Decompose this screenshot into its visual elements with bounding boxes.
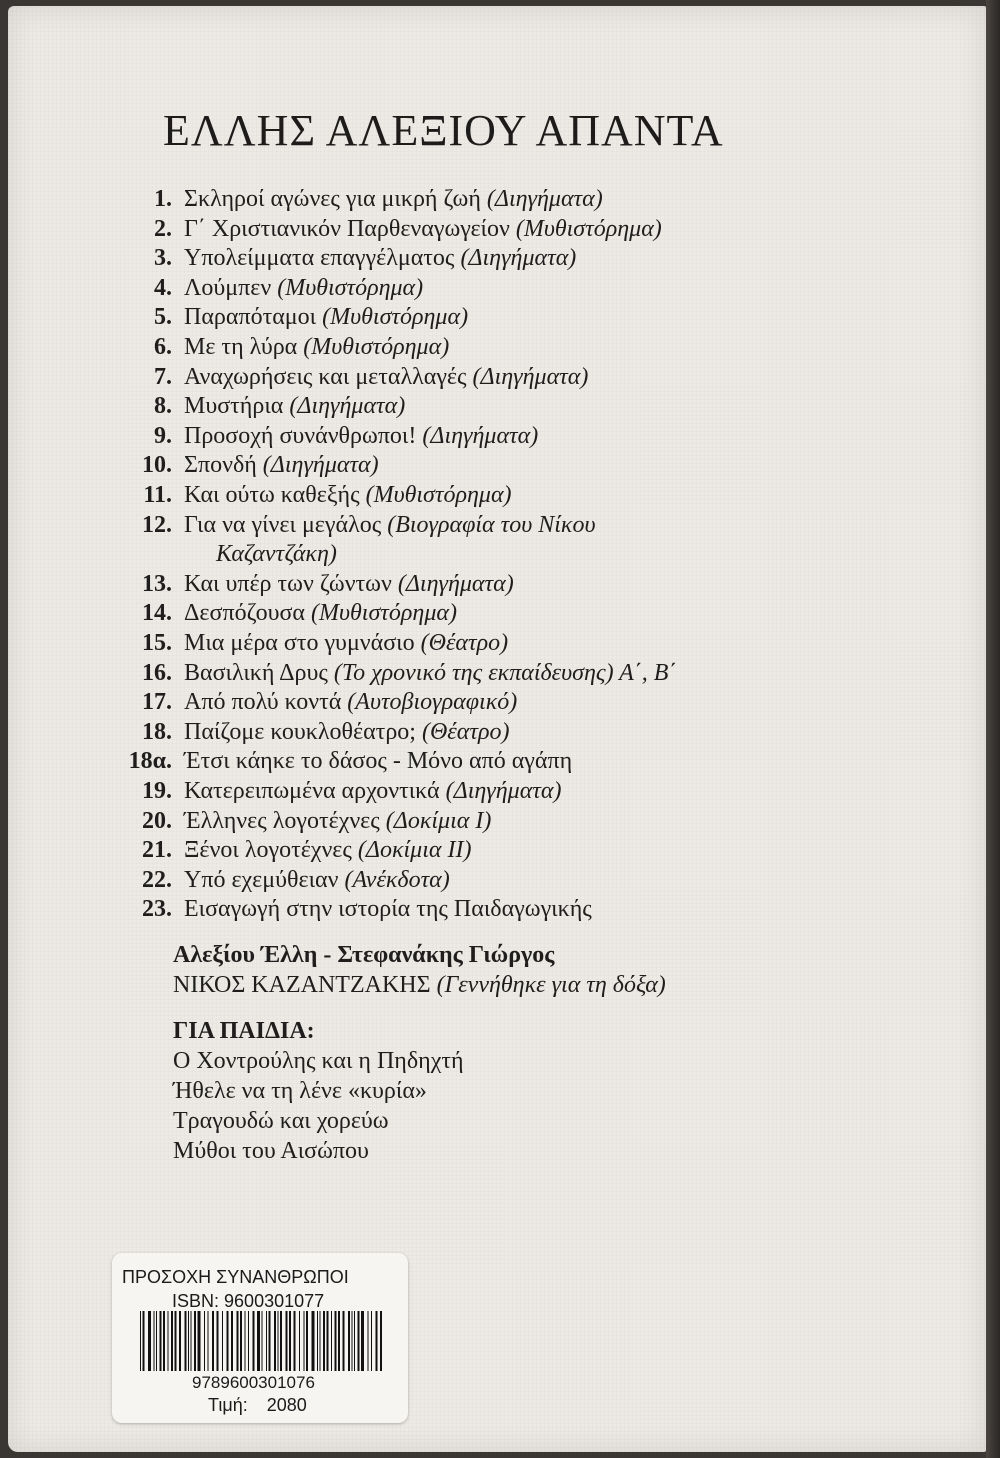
barcode-bar: [371, 1311, 372, 1371]
barcode-bar: [269, 1311, 271, 1371]
work-number: 18α.: [128, 748, 172, 775]
work-genre: (Διηγήματα): [445, 778, 562, 804]
barcode-bar: [266, 1311, 267, 1371]
price-line: [208, 1395, 307, 1416]
barcode-bar: [348, 1311, 350, 1371]
work-item: [128, 865, 450, 895]
work-item: [128, 746, 572, 776]
barcode-bar: [160, 1311, 162, 1371]
work-number: 13.: [142, 570, 172, 597]
isbn-line: [172, 1291, 324, 1312]
barcode-bar: [240, 1311, 242, 1371]
barcode-bar: [327, 1311, 329, 1371]
barcode-bar: [323, 1311, 325, 1371]
work-genre: (Το χρονικό της εκπαίδευσης) Α΄, Β΄: [333, 659, 677, 686]
work-title: Δεσπόζουσα: [184, 600, 306, 627]
price-sticker: [112, 1253, 408, 1423]
barcode-bar: [331, 1311, 332, 1371]
work-item: [128, 687, 517, 717]
work-genre: (Ανέκδοτα): [344, 866, 450, 893]
work-number: 7.: [154, 363, 172, 390]
barcode-bar: [217, 1311, 219, 1371]
work-title: Και υπέρ των ζώντων: [184, 570, 392, 597]
barcode-bar: [140, 1311, 141, 1371]
work-genre: (Δοκίμια Ι): [385, 807, 492, 834]
work-number: 15.: [142, 630, 172, 656]
barcode-bar: [227, 1311, 229, 1371]
work-title: Υπολείμματα επαγγέλματος: [184, 245, 455, 272]
work-genre: (Θέατρο): [421, 718, 510, 745]
work-genre: (Θέατρο): [420, 630, 509, 656]
work-item: [128, 776, 561, 806]
work-title: Με τη λύρα: [184, 334, 298, 360]
barcode-bar: [188, 1311, 189, 1371]
work-genre: (Αυτοβιογραφικό): [347, 689, 518, 716]
barcode-bar: [286, 1311, 288, 1371]
children-heading: ΓΙΑ ΠΑΙΔΙΑ:: [173, 1018, 315, 1044]
barcode-bar: [156, 1311, 157, 1371]
work-number: 16.: [142, 659, 172, 686]
barcode-bar: [289, 1311, 291, 1371]
work-item: [128, 362, 588, 392]
barcode-bar: [204, 1311, 205, 1371]
isbn-value: 9600301077: [224, 1291, 325, 1311]
work-item: [128, 658, 676, 688]
work-title: Υπό εχεμύθειαν: [184, 866, 339, 893]
work-item: [128, 569, 514, 599]
work-number: 4.: [154, 274, 172, 301]
barcode-bar: [304, 1311, 305, 1371]
barcode-bar: [222, 1311, 223, 1371]
barcode-bar: [299, 1311, 300, 1371]
work-genre-continued: Καζαντζάκη): [216, 541, 337, 568]
work-number: 23.: [142, 896, 172, 923]
barcode-bar: [354, 1311, 355, 1371]
work-item: [128, 184, 603, 214]
work-item: [128, 480, 512, 510]
barcode-bar: [245, 1311, 246, 1371]
work-number: 12.: [142, 511, 172, 538]
work-number: 19.: [142, 778, 172, 804]
work-title: Κατερειπωμένα αρχοντικά: [184, 778, 440, 804]
coauthored-work-genre: (Γεννήθηκε για τη δόξα): [436, 972, 666, 998]
work-title: Παίζομε κουκλοθέατρο;: [184, 718, 416, 745]
barcode-bar: [358, 1311, 360, 1371]
work-number: 5.: [154, 304, 172, 331]
work-title: Έλληνες λογοτέχνες: [184, 807, 380, 834]
barcode-bar: [212, 1311, 214, 1371]
barcode-bar: [231, 1311, 233, 1371]
barcode-bar: [198, 1311, 201, 1371]
children-work: Μύθοι του Αισώπου: [173, 1138, 369, 1164]
barcode-bar: [163, 1311, 165, 1371]
work-number: 3.: [154, 245, 172, 272]
children-work: Ο Χοντρούλης και η Πηδηχτή: [173, 1048, 464, 1074]
work-genre: (Διηγήματα): [289, 393, 406, 420]
barcode-bar: [237, 1311, 239, 1371]
work-title: Παραπόταμοι: [184, 304, 317, 331]
work-title: Βασιλική Δρυς: [184, 659, 328, 686]
work-item: [128, 332, 449, 362]
isbn-label: ISBN:: [172, 1291, 220, 1311]
coauthored-work-title: ΝΙΚΟΣ ΚΑΖΑΝΤΖΑΚΗΣ: [173, 972, 431, 998]
barcode-bar: [294, 1311, 296, 1371]
coauthors-line: Αλεξίου Έλλη - Στεφανάκης Γιώργος: [173, 942, 555, 968]
work-item: [128, 302, 468, 332]
barcode-bar: [185, 1311, 187, 1371]
barcode-bar: [320, 1311, 321, 1371]
work-number: 18.: [142, 718, 172, 745]
work-item: [128, 510, 595, 540]
work-genre: (Διηγήματα): [472, 363, 589, 390]
work-item: [128, 598, 457, 628]
work-number: 6.: [154, 334, 172, 360]
barcode-bar: [306, 1311, 308, 1371]
work-genre: (Διηγήματα): [397, 570, 514, 597]
work-number: 10.: [142, 452, 172, 479]
work-genre: (Διηγήματα): [422, 422, 539, 449]
barcode-bar: [154, 1311, 155, 1371]
work-number: 9.: [154, 422, 172, 449]
work-genre: (Μυθιστόρημα): [322, 304, 469, 331]
work-genre: (Μυθιστόρημα): [515, 215, 662, 242]
work-title: Λούμπεν: [184, 274, 272, 301]
work-item: [128, 894, 592, 924]
barcode-bar: [248, 1311, 249, 1371]
coauthored-work: [173, 972, 666, 999]
work-genre: (Βιογραφία του Νίκου: [387, 511, 596, 538]
barcode-bar: [352, 1311, 353, 1371]
work-number: 8.: [154, 393, 172, 420]
barcode-bar: [376, 1311, 378, 1371]
work-genre: (Διηγήματα): [486, 186, 603, 212]
barcode-bar: [368, 1311, 369, 1371]
work-item: [128, 717, 509, 747]
barcode-bar: [168, 1311, 169, 1371]
work-item: [128, 806, 491, 836]
work-genre: (Διηγήματα): [262, 452, 379, 479]
children-work: Ήθελε να τη λένε «κυρία»: [173, 1078, 427, 1104]
price-label: Τιμή:: [208, 1395, 248, 1415]
work-genre: (Μυθιστόρημα): [277, 274, 424, 301]
work-title: Και ούτω καθεξής: [184, 482, 360, 508]
work-title: Αναχωρήσεις και μεταλλαγές: [184, 363, 467, 390]
barcode-bar: [343, 1311, 345, 1371]
barcode-bar: [148, 1311, 151, 1371]
barcode-bar: [175, 1311, 177, 1371]
work-item: [128, 391, 405, 421]
work-title: Σπονδή: [184, 452, 257, 479]
work-number: 21.: [142, 837, 172, 864]
barcode-bar: [280, 1311, 282, 1371]
work-item: [128, 421, 538, 451]
work-number: 22.: [142, 866, 172, 893]
barcode-bar: [253, 1311, 255, 1371]
barcode-bar: [208, 1311, 209, 1371]
work-genre: (Μυθιστόρημα): [303, 334, 450, 360]
work-genre: (Δοκίμια ΙΙ): [357, 837, 472, 864]
barcode-bar: [171, 1311, 173, 1371]
series-title: ΕΛΛΗΣ ΑΛΕΞΙΟΥ ΑΠΑΝΤΑ: [163, 106, 724, 155]
work-title: Προσοχή συνάνθρωποι!: [184, 422, 417, 449]
work-number: 14.: [142, 600, 172, 627]
work-title: Έτσι κάηκε το δάσος - Μόνο από αγάπη: [184, 748, 573, 775]
work-genre: (Διηγήματα): [460, 245, 577, 272]
price-value: 2080: [266, 1395, 307, 1415]
work-number: 11.: [143, 482, 172, 508]
barcode-bar: [335, 1311, 337, 1371]
barcode-bar: [312, 1311, 315, 1371]
barcode-bar: [143, 1311, 145, 1371]
work-item: [128, 243, 576, 273]
barcode-bar: [338, 1311, 340, 1371]
work-number: 1.: [154, 186, 172, 212]
work-number: 2.: [154, 215, 172, 242]
work-title: Μυστήρια: [184, 393, 284, 420]
work-title: Σκληροί αγώνες για μικρή ζωή: [184, 186, 481, 212]
barcode-bar: [274, 1311, 276, 1371]
work-title: Για να γίνει μεγάλος: [184, 511, 382, 538]
work-number: 20.: [142, 807, 172, 834]
barcode-bar: [191, 1311, 192, 1371]
work-title: Εισαγωγή στην ιστορία της Παιδαγωγικής: [184, 896, 592, 923]
barcode-bar: [361, 1311, 364, 1371]
work-item: [128, 835, 471, 865]
barcode-bar: [179, 1311, 181, 1371]
work-genre: (Μυθιστόρημα): [311, 600, 457, 627]
barcode-bar: [262, 1311, 263, 1371]
work-title: Γ΄ Χριστιανικόν Παρθεναγωγείον: [184, 215, 510, 242]
work-title: Ξένοι λογοτέχνες: [184, 837, 352, 864]
barcode-bar: [194, 1311, 196, 1371]
work-title: Από πολύ κοντά: [184, 689, 342, 716]
work-title: Μια μέρα στο γυμνάσιο: [184, 630, 415, 656]
work-item: [128, 273, 423, 303]
sticker-title: ΠΡΟΣΟΧΗ ΣΥΝΑΝΘΡΩΠΟΙ: [122, 1267, 349, 1287]
barcode-bar: [380, 1311, 382, 1371]
work-item: [128, 628, 508, 658]
barcode-bar: [317, 1311, 318, 1371]
barcode-number: 9789600301076: [192, 1373, 315, 1392]
barcode-bar: [278, 1311, 279, 1371]
work-genre: (Μυθιστόρημα): [365, 482, 512, 508]
work-number: 17.: [142, 689, 172, 716]
work-item: [128, 450, 379, 480]
children-work: Τραγουδώ και χορεύω: [173, 1108, 389, 1134]
barcode-bar: [257, 1311, 260, 1371]
work-item: [128, 214, 662, 244]
